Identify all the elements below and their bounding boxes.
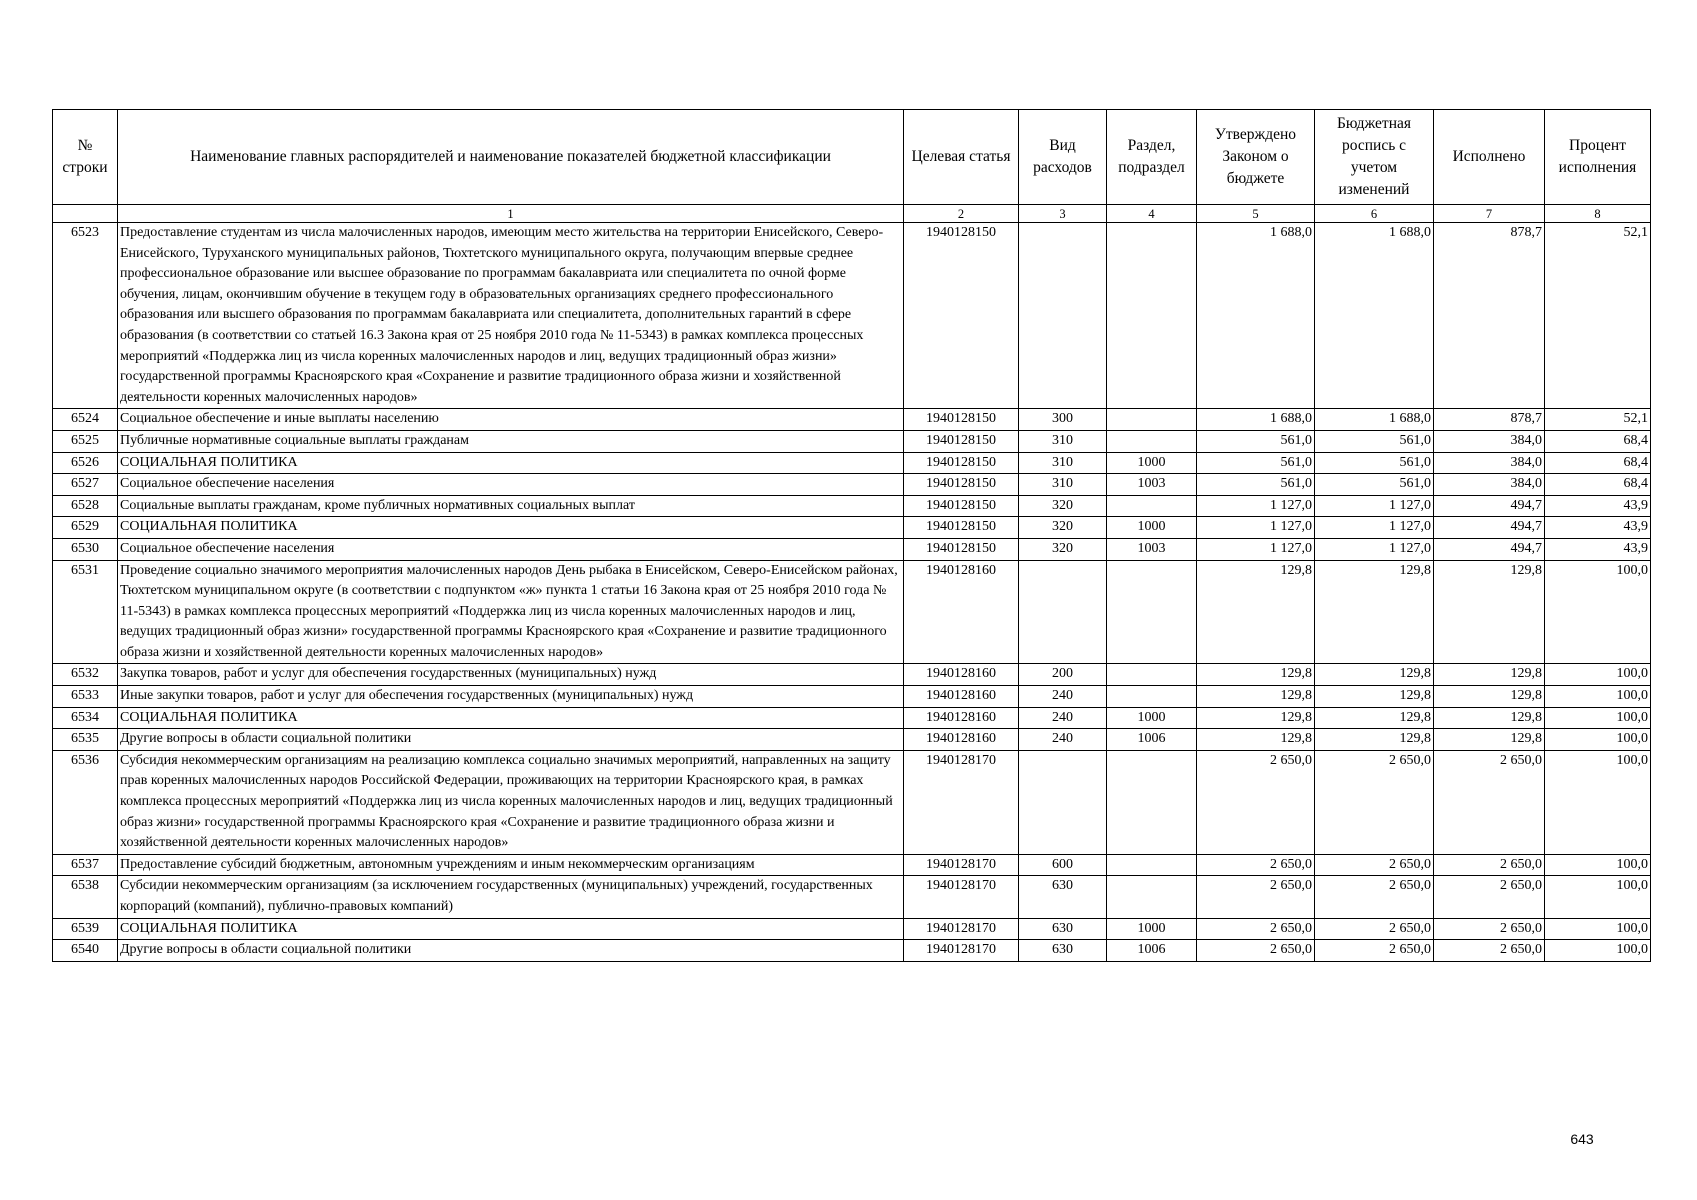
row-number-cell: 6525 bbox=[53, 430, 118, 452]
percent-cell: 100,0 bbox=[1545, 560, 1651, 664]
section-cell: 1000 bbox=[1107, 707, 1197, 729]
budget-schedule-cell: 561,0 bbox=[1315, 474, 1434, 496]
budget-schedule-cell: 2 650,0 bbox=[1315, 940, 1434, 962]
row-number-cell: 6524 bbox=[53, 409, 118, 431]
percent-cell: 43,9 bbox=[1545, 517, 1651, 539]
column-number: 5 bbox=[1197, 205, 1315, 223]
table-row bbox=[53, 707, 1651, 729]
table-row bbox=[53, 729, 1651, 751]
table-row bbox=[53, 452, 1651, 474]
expense-type-cell: 240 bbox=[1019, 686, 1107, 708]
target-article-cell: 1940128170 bbox=[904, 918, 1019, 940]
budget-schedule-cell: 2 650,0 bbox=[1315, 918, 1434, 940]
table-row bbox=[53, 560, 1651, 664]
budget-schedule-cell: 561,0 bbox=[1315, 430, 1434, 452]
section-cell: 1006 bbox=[1107, 729, 1197, 751]
row-number-cell: 6533 bbox=[53, 686, 118, 708]
table-row bbox=[53, 750, 1651, 854]
approved-cell: 2 650,0 bbox=[1197, 854, 1315, 876]
table-body bbox=[53, 223, 1651, 962]
section-cell: 1000 bbox=[1107, 918, 1197, 940]
executed-cell: 384,0 bbox=[1434, 430, 1545, 452]
header-budget-schedule: Бюджетная роспись с учетом изменений bbox=[1315, 110, 1434, 205]
expense-type-cell: 630 bbox=[1019, 940, 1107, 962]
executed-cell: 2 650,0 bbox=[1434, 876, 1545, 918]
name-cell: СОЦИАЛЬНАЯ ПОЛИТИКА bbox=[118, 707, 904, 729]
name-cell: Другие вопросы в области социальной политики bbox=[118, 729, 904, 751]
expense-type-cell: 320 bbox=[1019, 517, 1107, 539]
row-number-cell: 6534 bbox=[53, 707, 118, 729]
table-row bbox=[53, 664, 1651, 686]
table-row bbox=[53, 474, 1651, 496]
table-row bbox=[53, 918, 1651, 940]
row-number-cell: 6539 bbox=[53, 918, 118, 940]
executed-cell: 494,7 bbox=[1434, 495, 1545, 517]
approved-cell: 561,0 bbox=[1197, 452, 1315, 474]
name-cell: Предоставление студентам из числа малочисленных народов, имеющим место жительства на территории Енисейского, Северо-Енисейского, Туруханского муниципальных районов, Тюхтетского муниципального округа, получающим впервые среднее профессиональное образование или высшее образование по программам бакалавриата или специалитета по очной форме обучения, лицам, окончившим обучение в текущем году в образовательных организациях среднего профессионального образования или высшего образования по программам бакалавриата или специалитета, дополнительных гарантий в сфере образования (в соответствии со статьей 16.3 Закона края от 25 ноября 2010 года № 11-5343) в рамках комплекса процессных мероприятий «Поддержка лиц из числа коренных малочисленных народов и лиц, ведущих традиционный образ жизни» государственной программы Красноярского края «Сохранение и развитие традиционного образа жизни и хозяйственной деятельности коренных малочисленных народов» bbox=[118, 223, 904, 409]
table-row bbox=[53, 517, 1651, 539]
table-row bbox=[53, 495, 1651, 517]
column-number bbox=[53, 205, 118, 223]
executed-cell: 129,8 bbox=[1434, 707, 1545, 729]
target-article-cell: 1940128150 bbox=[904, 223, 1019, 409]
expense-type-cell: 200 bbox=[1019, 664, 1107, 686]
header-row-number: № строки bbox=[53, 110, 118, 205]
expense-type-cell: 310 bbox=[1019, 452, 1107, 474]
section-cell bbox=[1107, 750, 1197, 854]
row-number-cell: 6531 bbox=[53, 560, 118, 664]
target-article-cell: 1940128170 bbox=[904, 940, 1019, 962]
target-article-cell: 1940128150 bbox=[904, 474, 1019, 496]
name-cell: Социальное обеспечение населения bbox=[118, 474, 904, 496]
approved-cell: 1 127,0 bbox=[1197, 538, 1315, 560]
table-row bbox=[53, 430, 1651, 452]
executed-cell: 494,7 bbox=[1434, 517, 1545, 539]
target-article-cell: 1940128150 bbox=[904, 409, 1019, 431]
expense-type-cell: 320 bbox=[1019, 538, 1107, 560]
row-number-cell: 6537 bbox=[53, 854, 118, 876]
executed-cell: 2 650,0 bbox=[1434, 918, 1545, 940]
table-row bbox=[53, 854, 1651, 876]
name-cell: Субсидии некоммерческим организациям (за исключением государственных (муниципальных) учреждений, государственных корпораций (компаний), публично-правовых компаний) bbox=[118, 876, 904, 918]
header-percent: Процент исполнения bbox=[1545, 110, 1651, 205]
executed-cell: 2 650,0 bbox=[1434, 940, 1545, 962]
target-article-cell: 1940128170 bbox=[904, 876, 1019, 918]
target-article-cell: 1940128160 bbox=[904, 686, 1019, 708]
row-number-cell: 6538 bbox=[53, 876, 118, 918]
table-row bbox=[53, 686, 1651, 708]
row-number-cell: 6535 bbox=[53, 729, 118, 751]
name-cell: Социальное обеспечение и иные выплаты населению bbox=[118, 409, 904, 431]
budget-schedule-cell: 129,8 bbox=[1315, 560, 1434, 664]
section-cell bbox=[1107, 430, 1197, 452]
column-number: 2 bbox=[904, 205, 1019, 223]
header-executed: Исполнено bbox=[1434, 110, 1545, 205]
approved-cell: 2 650,0 bbox=[1197, 940, 1315, 962]
budget-schedule-cell: 129,8 bbox=[1315, 729, 1434, 751]
section-cell bbox=[1107, 495, 1197, 517]
budget-schedule-cell: 1 127,0 bbox=[1315, 538, 1434, 560]
target-article-cell: 1940128170 bbox=[904, 750, 1019, 854]
approved-cell: 2 650,0 bbox=[1197, 918, 1315, 940]
row-number-cell: 6536 bbox=[53, 750, 118, 854]
approved-cell: 561,0 bbox=[1197, 430, 1315, 452]
table-header-row bbox=[53, 110, 1651, 205]
executed-cell: 2 650,0 bbox=[1434, 750, 1545, 854]
section-cell bbox=[1107, 664, 1197, 686]
executed-cell: 878,7 bbox=[1434, 223, 1545, 409]
percent-cell: 52,1 bbox=[1545, 409, 1651, 431]
budget-schedule-cell: 1 127,0 bbox=[1315, 517, 1434, 539]
budget-schedule-cell: 129,8 bbox=[1315, 707, 1434, 729]
column-number: 8 bbox=[1545, 205, 1651, 223]
approved-cell: 1 688,0 bbox=[1197, 409, 1315, 431]
name-cell: Проведение социально значимого мероприятия малочисленных народов День рыбака в Енисейском, Северо-Енисейском районах, Тюхтетском муниципальном округе (в соответствии с подпунктом «ж» пункта 1 статьи 16 Закона края от 25 ноября 2010 года № 11-5343) в рамках комплекса процессных мероприятий «Поддержка лиц из числа коренных малочисленных народов и лиц, ведущих традиционный образ жизни» государственной программы Красноярского края «Сохранение и развитие традиционного образа жизни и хозяйственной деятельности коренных малочисленных народов» bbox=[118, 560, 904, 664]
budget-schedule-cell: 561,0 bbox=[1315, 452, 1434, 474]
executed-cell: 2 650,0 bbox=[1434, 854, 1545, 876]
approved-cell: 129,8 bbox=[1197, 707, 1315, 729]
column-number: 6 bbox=[1315, 205, 1434, 223]
approved-cell: 561,0 bbox=[1197, 474, 1315, 496]
target-article-cell: 1940128160 bbox=[904, 729, 1019, 751]
target-article-cell: 1940128170 bbox=[904, 854, 1019, 876]
column-number: 1 bbox=[118, 205, 904, 223]
name-cell: Социальное обеспечение населения bbox=[118, 538, 904, 560]
name-cell: СОЦИАЛЬНАЯ ПОЛИТИКА bbox=[118, 517, 904, 539]
expense-type-cell: 310 bbox=[1019, 474, 1107, 496]
section-cell: 1003 bbox=[1107, 474, 1197, 496]
table-row bbox=[53, 409, 1651, 431]
section-cell bbox=[1107, 854, 1197, 876]
percent-cell: 68,4 bbox=[1545, 452, 1651, 474]
approved-cell: 129,8 bbox=[1197, 729, 1315, 751]
name-cell: Иные закупки товаров, работ и услуг для обеспечения государственных (муниципальных) нужд bbox=[118, 686, 904, 708]
row-number-cell: 6530 bbox=[53, 538, 118, 560]
header-expense-type: Вид расходов bbox=[1019, 110, 1107, 205]
section-cell bbox=[1107, 686, 1197, 708]
row-number-cell: 6532 bbox=[53, 664, 118, 686]
percent-cell: 52,1 bbox=[1545, 223, 1651, 409]
name-cell: Закупка товаров, работ и услуг для обеспечения государственных (муниципальных) нужд bbox=[118, 664, 904, 686]
section-cell bbox=[1107, 409, 1197, 431]
name-cell: Предоставление субсидий бюджетным, автономным учреждениям и иным некоммерческим организациям bbox=[118, 854, 904, 876]
percent-cell: 68,4 bbox=[1545, 474, 1651, 496]
budget-schedule-cell: 1 688,0 bbox=[1315, 223, 1434, 409]
column-number: 3 bbox=[1019, 205, 1107, 223]
expense-type-cell bbox=[1019, 223, 1107, 409]
section-cell: 1006 bbox=[1107, 940, 1197, 962]
table-row bbox=[53, 940, 1651, 962]
row-number-cell: 6527 bbox=[53, 474, 118, 496]
percent-cell: 43,9 bbox=[1545, 495, 1651, 517]
row-number-cell: 6528 bbox=[53, 495, 118, 517]
executed-cell: 878,7 bbox=[1434, 409, 1545, 431]
target-article-cell: 1940128150 bbox=[904, 495, 1019, 517]
approved-cell: 2 650,0 bbox=[1197, 876, 1315, 918]
expense-type-cell: 600 bbox=[1019, 854, 1107, 876]
budget-schedule-cell: 129,8 bbox=[1315, 686, 1434, 708]
name-cell: Другие вопросы в области социальной политики bbox=[118, 940, 904, 962]
approved-cell: 129,8 bbox=[1197, 664, 1315, 686]
expense-type-cell: 240 bbox=[1019, 729, 1107, 751]
executed-cell: 129,8 bbox=[1434, 664, 1545, 686]
approved-cell: 1 127,0 bbox=[1197, 517, 1315, 539]
expense-type-cell bbox=[1019, 560, 1107, 664]
header-target-article: Целевая статья bbox=[904, 110, 1019, 205]
column-number-row bbox=[53, 205, 1651, 223]
executed-cell: 384,0 bbox=[1434, 452, 1545, 474]
table-row bbox=[53, 876, 1651, 918]
budget-schedule-cell: 1 688,0 bbox=[1315, 409, 1434, 431]
percent-cell: 68,4 bbox=[1545, 430, 1651, 452]
budget-table bbox=[52, 109, 1651, 962]
target-article-cell: 1940128150 bbox=[904, 452, 1019, 474]
percent-cell: 43,9 bbox=[1545, 538, 1651, 560]
percent-cell: 100,0 bbox=[1545, 750, 1651, 854]
name-cell: Субсидия некоммерческим организациям на реализацию комплекса социально значимых мероприятий, направленных на защиту прав коренных малочисленных народов Российской Федерации, проживающих на территории Красноярского края, в рамках комплекса процессных мероприятий «Поддержка лиц из числа коренных малочисленных народов и лиц, ведущих традиционный образ жизни» государственной программы Красноярского края «Сохранение и развитие традиционного образа жизни и хозяйственной деятельности коренных малочисленных народов» bbox=[118, 750, 904, 854]
executed-cell: 129,8 bbox=[1434, 560, 1545, 664]
expense-type-cell: 630 bbox=[1019, 918, 1107, 940]
percent-cell: 100,0 bbox=[1545, 854, 1651, 876]
executed-cell: 494,7 bbox=[1434, 538, 1545, 560]
percent-cell: 100,0 bbox=[1545, 686, 1651, 708]
expense-type-cell: 630 bbox=[1019, 876, 1107, 918]
section-cell bbox=[1107, 876, 1197, 918]
expense-type-cell: 310 bbox=[1019, 430, 1107, 452]
section-cell bbox=[1107, 560, 1197, 664]
budget-schedule-cell: 2 650,0 bbox=[1315, 750, 1434, 854]
approved-cell: 129,8 bbox=[1197, 560, 1315, 664]
percent-cell: 100,0 bbox=[1545, 707, 1651, 729]
column-number: 7 bbox=[1434, 205, 1545, 223]
target-article-cell: 1940128160 bbox=[904, 707, 1019, 729]
target-article-cell: 1940128160 bbox=[904, 560, 1019, 664]
section-cell: 1003 bbox=[1107, 538, 1197, 560]
percent-cell: 100,0 bbox=[1545, 940, 1651, 962]
expense-type-cell bbox=[1019, 750, 1107, 854]
approved-cell: 1 688,0 bbox=[1197, 223, 1315, 409]
section-cell: 1000 bbox=[1107, 517, 1197, 539]
section-cell: 1000 bbox=[1107, 452, 1197, 474]
expense-type-cell: 300 bbox=[1019, 409, 1107, 431]
budget-schedule-cell: 1 127,0 bbox=[1315, 495, 1434, 517]
target-article-cell: 1940128150 bbox=[904, 538, 1019, 560]
table-row bbox=[53, 538, 1651, 560]
approved-cell: 129,8 bbox=[1197, 686, 1315, 708]
section-cell bbox=[1107, 223, 1197, 409]
expense-type-cell: 240 bbox=[1019, 707, 1107, 729]
row-number-cell: 6526 bbox=[53, 452, 118, 474]
header-section: Раздел, подраздел bbox=[1107, 110, 1197, 205]
percent-cell: 100,0 bbox=[1545, 664, 1651, 686]
approved-cell: 1 127,0 bbox=[1197, 495, 1315, 517]
executed-cell: 384,0 bbox=[1434, 474, 1545, 496]
page-number: 643 bbox=[1570, 1131, 1594, 1147]
executed-cell: 129,8 bbox=[1434, 729, 1545, 751]
expense-type-cell: 320 bbox=[1019, 495, 1107, 517]
target-article-cell: 1940128160 bbox=[904, 664, 1019, 686]
table-row bbox=[53, 223, 1651, 409]
executed-cell: 129,8 bbox=[1434, 686, 1545, 708]
name-cell: Социальные выплаты гражданам, кроме публичных нормативных социальных выплат bbox=[118, 495, 904, 517]
percent-cell: 100,0 bbox=[1545, 918, 1651, 940]
name-cell: СОЦИАЛЬНАЯ ПОЛИТИКА bbox=[118, 918, 904, 940]
header-approved: Утверждено Законом о бюджете bbox=[1197, 110, 1315, 205]
budget-schedule-cell: 2 650,0 bbox=[1315, 854, 1434, 876]
name-cell: СОЦИАЛЬНАЯ ПОЛИТИКА bbox=[118, 452, 904, 474]
budget-schedule-cell: 2 650,0 bbox=[1315, 876, 1434, 918]
percent-cell: 100,0 bbox=[1545, 876, 1651, 918]
approved-cell: 2 650,0 bbox=[1197, 750, 1315, 854]
row-number-cell: 6540 bbox=[53, 940, 118, 962]
target-article-cell: 1940128150 bbox=[904, 430, 1019, 452]
budget-schedule-cell: 129,8 bbox=[1315, 664, 1434, 686]
percent-cell: 100,0 bbox=[1545, 729, 1651, 751]
row-number-cell: 6529 bbox=[53, 517, 118, 539]
column-number: 4 bbox=[1107, 205, 1197, 223]
header-name: Наименование главных распорядителей и наименование показателей бюджетной классификации bbox=[118, 110, 904, 205]
target-article-cell: 1940128150 bbox=[904, 517, 1019, 539]
name-cell: Публичные нормативные социальные выплаты гражданам bbox=[118, 430, 904, 452]
row-number-cell: 6523 bbox=[53, 223, 118, 409]
